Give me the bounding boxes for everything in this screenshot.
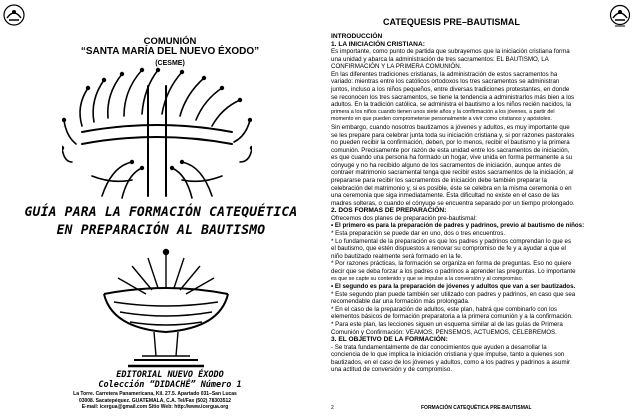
text-line: una actitud de conversión y de compromiso.	[331, 366, 453, 374]
section3-text	[331, 344, 631, 374]
text-line: es que cuando una persona ha formado un hogar, vive unida en forma permanente a su	[331, 154, 573, 162]
text-line: * Por razones prácticas, la formación se organiza en forma de preguntas. Eso no quiere	[331, 260, 572, 268]
text-line: CONFIRMACIÓN Y LA PRIMERA COMUNIÓN.	[331, 63, 462, 71]
text-line: * Para este plan, las lecciones siguen un esquema similar al de las guías de Primera	[331, 320, 563, 328]
intro-heading: INTRODUCCIÓN	[331, 33, 383, 40]
text-line: bautizados, en el caso de los jóvenes y adultos, como a los padres y padrinos a asumir	[331, 358, 571, 366]
community-logo-left	[3, 4, 25, 26]
plan-two-text	[331, 291, 631, 336]
footer-title: FORMACIÓN CATEQUÉTICA PRE-BAUTISMAL	[421, 405, 532, 411]
text-line: primera a los niños cuando tienen unos siete años y la confirmación a los jóvenes, a partir del	[331, 108, 555, 115]
plan-one-heading: • El primero es para la preparación de padres y padrinos, previo al bautismo de niños:	[331, 222, 585, 230]
address-line2: 03008. Sacatepéquez. GUATEMALA, C.A. Tel/Fax (502) 78303512	[78, 397, 232, 404]
text-line: variado: mientras entre los católicos ortodoxos los tres sacramentos se administran	[331, 78, 560, 86]
text-line: Sin embargo, cuando nosotros bautizamos a jóvenes y adultos, es muy importante que	[331, 123, 570, 131]
text-line: * Esta preparación se puede dar en uno, dos o tres encuentros.	[331, 230, 506, 238]
address-line3: E-mail: icergua@gmail.com Sitio Web: http://www.icergua.org	[81, 404, 229, 410]
text-line: conciencia de lo que implica la iniciación cristiana y que impulse, tanto a quienes son	[331, 351, 565, 359]
publisher-block	[60, 370, 280, 390]
community-title: COMUNIÓN	[143, 36, 197, 47]
baptismal-font-illustration	[98, 248, 234, 370]
text-line: cónyuge y no ha recibido alguno de los sacramentos de iniciación, aunque antes de	[331, 161, 561, 169]
section2-heading: 2. DOS FORMAS DE PREPARACIÓN:	[331, 207, 447, 215]
text-line: En las diferentes tradiciones cristianas, la administración de estos sacramentos ha	[331, 70, 558, 78]
text-line: comunión. Precisamente por razón de esta unidad entre los sacramentos de iniciación,	[331, 146, 570, 154]
text-line: niño bautizado realmente será formado en la fe.	[331, 252, 463, 260]
text-line: se reconocen los tres sacramentos, se tiene la tendencia a administrarlos más bien a los	[331, 93, 575, 101]
text-line: * Este segundo plan puede también ser utilizado con padres y padrinos, en caso que sea	[331, 290, 576, 298]
section3-heading: 3. EL OBJETIVO DE LA FORMACIÓN:	[331, 336, 448, 344]
section2-intro: Ofrecemos dos planes de preparación pre-bautismal:	[331, 214, 477, 222]
page-number: 2	[331, 405, 334, 411]
text-line: contraer matrimonio sacramental tenga que recibir estos sacramentos de la iniciación, al	[331, 169, 574, 177]
text-line: * Lo fundamental de la preparación es que los padres y padrinos comprendan lo que es	[331, 237, 572, 245]
text-line: una ceremonia que siga inmediatamente. Esta dificultad no existe en el caso de las	[331, 192, 560, 200]
plan-one-text	[331, 230, 631, 283]
content-panel	[331, 0, 631, 418]
community-logo-right	[609, 4, 631, 28]
crowd-cross-illustration	[62, 66, 252, 202]
publisher-address	[30, 391, 280, 411]
guide-title-line1: GUÍA PARA LA FORMACIÓN CATEQUÉTICA	[24, 205, 298, 220]
text-line: celebración del matrimonio y, si es posible, éste se celebra en la misma ceremonia o en	[331, 184, 572, 192]
publisher-name: EDITORIAL NUEVO ÉXODO	[116, 370, 224, 380]
text-line: adultos. En la tradición católica, se administra el bautismo a los niños recién nacidos, la	[331, 101, 572, 109]
address-line1: La Torre. Carretera Panamericana, Kil. 27.5. Apartado 031–San Lucas	[73, 391, 237, 397]
text-line: el bautismo, que estén dispuestos a renovar su compromiso de fe y a ayudar a que el	[331, 245, 566, 253]
community-acronym: (CESME)	[155, 60, 185, 67]
text-line: recomendable dar una formación más prolongada.	[331, 298, 470, 306]
text-line: madres solteras, o cuando el cónyuge se encuentra separado por un tiempo prolongado.	[331, 199, 575, 207]
text-line: Es importante, como punto de partida que subrayemos que la iniciación cristiana forma	[331, 48, 570, 56]
community-subtitle: “SANTA MARÍA DEL NUEVO ÉXODO”	[80, 46, 260, 57]
guide-title-line2: EN PREPARACIÓN AL BAUTISMO	[56, 223, 266, 238]
text-line: elementos básicos de formación preparatoria a la primera comunión y a la confirmación.	[331, 313, 573, 321]
plan-two-heading: • El segundo es para la preparación de jóvenes y adultos que van a ser bautizados.	[331, 283, 576, 291]
guide-title	[0, 204, 322, 240]
text-line: * En el caso de la preparación de adultos, este plan, habrá que combinarlo con los	[331, 305, 557, 313]
text-line: se les prepare para celebrar junta toda su iniciación cristiana y, si por razones pastorales	[331, 131, 575, 139]
collection-name: Colección “DIDACHÉ” Número 1	[98, 380, 242, 390]
text-line: prepararse para recibir los sacramentos de iniciación debe también preparar la	[331, 176, 547, 184]
text-line: una unidad y abarca la administración de tres sacramentos: EL BAUTISMO, LA	[331, 55, 549, 63]
text-line: Comunión y Confirmación: VEAMOS, PENSEMOS, ACTUEMOS, CELEBREMOS.	[331, 328, 557, 336]
text-line: decir que se deba forzar a los padres o padrinos a aprender las preguntas. Lo importante	[331, 267, 576, 275]
text-line: - Se trata fundamentalmente de dar conocimientos que ayuden a desarrollar la	[331, 343, 547, 351]
text-line: es que se capte su contenido y que se impulse a la conversión y al compromiso.	[331, 275, 524, 282]
text-line: momento en que pueden comprometerse personalmente a vivir como cristianos y apóstoles.	[331, 116, 552, 123]
text-line: juntos, incluso a los niños pequeños, entre diversas tradiciones protestantes, en donde	[331, 86, 570, 94]
section1-text	[331, 48, 631, 207]
document-body	[331, 33, 631, 374]
page-header: CATEQUESIS PRE–BAUTISMAL	[383, 17, 520, 27]
section1-heading: 1. LA INICIACIÓN CRISTIANA:	[331, 40, 425, 48]
text-line: no pueden recibir la confirmación, deben, por lo menos, recibir el bautismo y la primera	[331, 139, 570, 147]
